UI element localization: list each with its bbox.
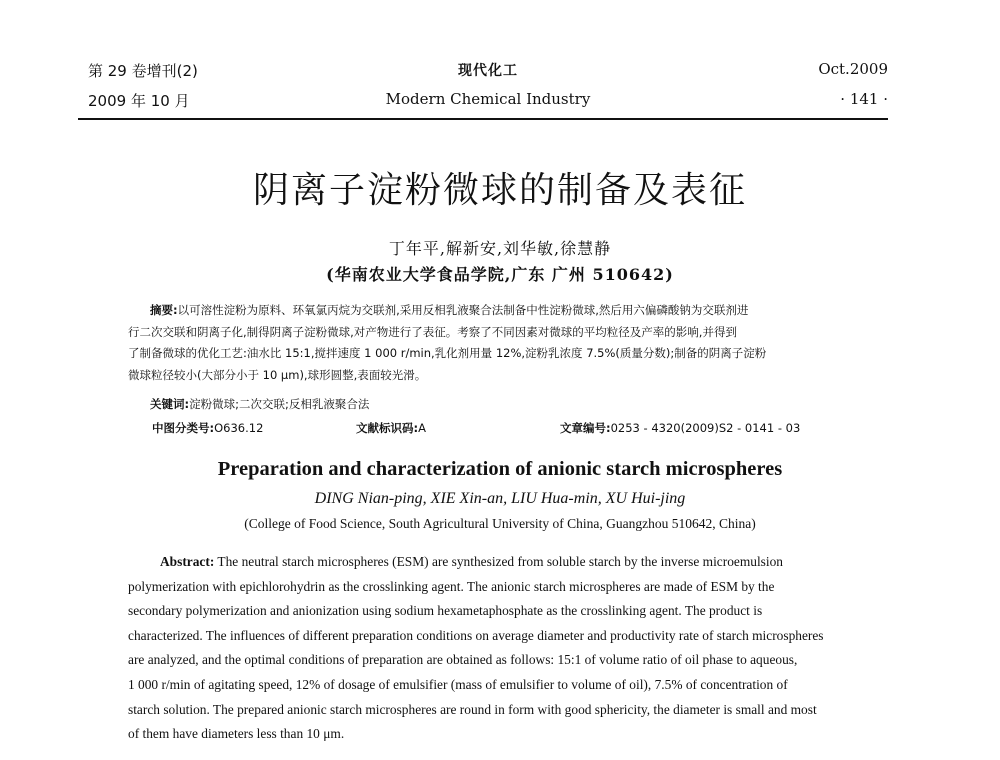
abstract-en-label: Abstract: bbox=[160, 554, 215, 569]
affiliation-en: (College of Food Science, South Agricultural University of China, Guangzhou 510642, China) bbox=[244, 516, 756, 531]
journal-name-en: Modern Chemical Industry bbox=[385, 90, 591, 108]
keywords-cn bbox=[150, 396, 369, 412]
article-title-en: Preparation and characterization of anionic starch microspheres bbox=[217, 458, 783, 480]
abstract-cn-line: 微球粒径较小(大部分小于 10 μm),球形圆整,表面较光滑。 bbox=[128, 367, 427, 382]
abstract-en-line: Abstract: The neutral starch microspheres (ESM) are synthesized from soluble starch by the inverse microemulsion bbox=[160, 554, 783, 569]
issue-month-en: Oct.2009 bbox=[818, 60, 888, 78]
document-code: 文献标识码:A bbox=[356, 421, 426, 435]
keywords-label: 关键词: bbox=[150, 397, 190, 411]
affiliation-cn: (华南农业大学食品学院,广东 广州 510642) bbox=[326, 265, 674, 284]
abstract-cn-line: 摘要:以可溶性淀粉为原料、环氧氯丙烷为交联剂,采用反相乳液聚合法制备中性淀粉微球,然后用六偏磷酸钠为交联剂进 bbox=[150, 303, 749, 317]
page-number: · 141 · bbox=[840, 90, 888, 108]
volume-info: 第 29 卷增刊(2) bbox=[88, 62, 198, 80]
keywords-value: 淀粉微球;二次交联;反相乳液聚合法 bbox=[189, 397, 370, 411]
abstract-cn bbox=[128, 300, 866, 386]
clc-number: 中图分类号:O636.12 bbox=[152, 421, 264, 435]
abstract-en-line: starch solution. The prepared anionic starch microspheres are round in form with good sphericity, the diameter is small and most bbox=[128, 701, 817, 717]
abstract-cn-label: 摘要: bbox=[150, 303, 178, 317]
abstract-en-line: characterized. The influences of different preparation conditions on average diameter and productivity rate of starch microspheres bbox=[128, 627, 824, 643]
abstract-en-line: 1 000 r/min of agitating speed, 12% of dosage of emulsifier (mass of emulsifier to volume of oil), 7.5% of concentration of bbox=[128, 676, 788, 692]
abstract-en bbox=[128, 550, 860, 747]
abstract-en-line: are analyzed, and the optimal conditions of preparation are obtained as follows: 15:1 of volume ratio of oil phase to aqueous, bbox=[128, 652, 798, 668]
running-header bbox=[88, 60, 888, 118]
article-title-cn: 阴离子淀粉微球的制备及表征 bbox=[252, 170, 747, 211]
issue-date: 2009 年 10 月 bbox=[88, 92, 190, 110]
abstract-cn-line: 了制备微球的优化工艺:油水比 15:1,搅拌速度 1 000 r/min,乳化剂用量 12%,淀粉乳浓度 7.5%(质量分数);制备的阴离子淀粉 bbox=[128, 346, 767, 360]
article-number: 文章编号:0253 - 4320(2009)S2 - 0141 - 03 bbox=[560, 421, 801, 435]
authors-en: DING Nian-ping, XIE Xin-an, LIU Hua-min, XU Hui-jing bbox=[314, 490, 686, 507]
header-rule bbox=[78, 118, 888, 120]
authors-cn: 丁年平,解新安,刘华敏,徐慧静 bbox=[388, 239, 612, 258]
abstract-en-line: polymerization with epichlorohydrin as the crosslinking agent. The anionic starch microspheres are made of ESM by the bbox=[128, 578, 775, 594]
journal-name-cn: 现代化工 bbox=[458, 63, 518, 79]
abstract-en-line: secondary polymerization and anionization using sodium hexametaphosphate as the crosslinking agent. The product is bbox=[128, 603, 763, 619]
abstract-en-line: of them have diameters less than 10 μm. bbox=[128, 726, 345, 742]
abstract-cn-line: 行二次交联和阴离子化,制得阴离子淀粉微球,对产物进行了表征。考察了不同因素对微球的平均粒径及产率的影响,并得到 bbox=[128, 324, 737, 339]
